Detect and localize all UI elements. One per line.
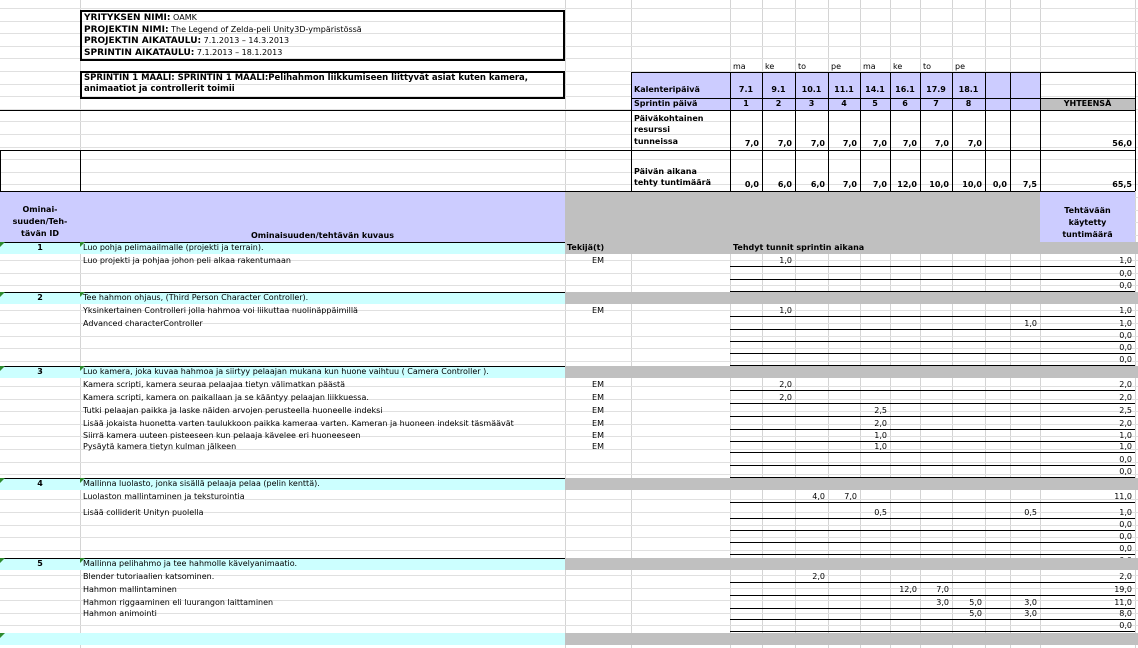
task-maker: EM: [592, 393, 604, 402]
task-total: 0,0: [1119, 269, 1132, 278]
resources-total: 56,0: [1112, 139, 1132, 148]
resource-value: 7,0: [842, 139, 857, 148]
task-border: [730, 266, 1135, 267]
block-border: [860, 72, 861, 191]
feature-title: Luo pohja pelimaailmalle (projekti ja terrain).: [83, 243, 264, 252]
feature-title: Luo kamera, joka kuvaa hahmoa ja siirtyy pelaajan mukana kun huone vaihtuu ( Camera Controller ).: [83, 367, 489, 376]
column-header-bg: [631, 192, 730, 242]
block-border: [1010, 72, 1011, 191]
resource-value: 7,0: [744, 139, 759, 148]
task-total: 1,0: [1119, 256, 1132, 265]
block-border: [730, 72, 731, 191]
task-border: [730, 582, 1135, 583]
weekday-label: pe: [831, 62, 841, 71]
calendar-date: [985, 84, 1010, 95]
task-maker: EM: [592, 442, 604, 451]
task-maker: EM: [592, 380, 604, 389]
grid-line-horizontal: [0, 172, 1138, 173]
task-total: 19,0: [1114, 585, 1132, 594]
task-description: Yksinkertainen Controlleri jolla hahmoa voi liikuttaa nuolinäppäimillä: [83, 306, 358, 315]
task-hours: 2,0: [874, 419, 887, 428]
task-hours: 3,0: [936, 598, 949, 607]
task-hours: 4,0: [812, 492, 825, 501]
done-value: 0,0: [744, 180, 759, 189]
project-info-row: [84, 12, 562, 23]
grid-line-horizontal: [0, 550, 1138, 551]
task-hours: 1,0: [874, 431, 887, 440]
sprint-day: 3: [808, 99, 815, 108]
task-total: 1,0: [1119, 508, 1132, 517]
grid-line-horizontal: [0, 361, 1138, 362]
calendar-date: 11.1: [834, 85, 854, 94]
info-value: 7.1.2013 – 14.3.2013: [201, 36, 290, 45]
task-description: Siirrä kamera uuteen pisteeseen kun pelaaja kävelee eri huoneeseen: [83, 431, 361, 440]
done-total: 65,5: [1112, 180, 1132, 189]
column-header-bg: [730, 192, 1040, 242]
column-header-bg: [565, 192, 631, 242]
task-total: 0,0: [1119, 532, 1132, 541]
feature-title: Tee hahmon ohjaus, (Third Person Character Controller).: [83, 293, 309, 302]
info-value: The Legend of Zelda-peli Unity3D-ympäristössä: [168, 24, 362, 34]
feature-id: 5: [37, 559, 43, 568]
task-description: Pysäytä kamera tietyn kulman jälkeen: [83, 442, 237, 451]
resources-label: resurssi: [634, 125, 671, 134]
grid-line-horizontal: [0, 625, 1138, 626]
feature-title: Mallinna pelihahmo ja tee hahmolle kävelyanimaatio.: [83, 559, 298, 568]
task-border: [730, 452, 1135, 453]
sprint-day: 7: [933, 99, 939, 108]
task-description: Tutki pelaajan paikka ja laske näiden arvojen perusteella huoneelle indeksi: [83, 406, 383, 415]
task-total: 2,0: [1119, 380, 1132, 389]
resource-value: 7,0: [934, 139, 949, 148]
sprint-day: 4: [841, 99, 847, 108]
task-total: 0,0: [1119, 455, 1132, 464]
done-value: 6,0: [810, 180, 825, 189]
project-info-row: [84, 24, 562, 35]
done-label: Päivän aikana: [634, 167, 697, 176]
task-description: Kamera scripti, kamera on paikallaan ja se kääntyy pelaajan liikkuessa.: [83, 393, 369, 402]
col-header-total: tuntimäärä: [1062, 230, 1113, 239]
task-description: Luolaston mallintaminen ja teksturointia: [83, 492, 245, 501]
calendar-date: 14.1: [865, 85, 885, 94]
total-header: YHTEENSÄ: [1063, 99, 1112, 108]
col-header-description: Ominaisuuden/tehtävän kuvaus: [251, 231, 394, 240]
task-total: 0,0: [1119, 467, 1132, 476]
task-total: 0,0: [1119, 520, 1132, 529]
weekday-label: to: [798, 62, 807, 71]
task-total: 11,0: [1114, 492, 1132, 501]
info-label: SPRINTIN AIKATAULU:: [84, 47, 195, 58]
sprint-day: 6: [902, 99, 908, 108]
task-total: 1,0: [1119, 431, 1132, 440]
task-hours: 0,5: [1024, 508, 1037, 517]
block-border: [631, 98, 1135, 99]
grid-line-horizontal: [0, 462, 1138, 463]
calendar-date: [1010, 84, 1040, 95]
sprint-day: 1: [743, 99, 749, 108]
task-maker: EM: [592, 406, 604, 415]
col-header-id: tävän ID: [21, 229, 59, 238]
task-description: Hahmon mallintaminen: [83, 585, 177, 594]
task-total: 2,5: [1119, 406, 1132, 415]
grid-line-horizontal: [0, 159, 1138, 160]
block-border: [0, 150, 1135, 151]
col-header-total: Tehtävään: [1064, 206, 1111, 215]
block-border: [0, 110, 1135, 111]
task-description: Hahmon animointi: [83, 609, 157, 618]
task-total: 1,0: [1119, 442, 1132, 451]
grid-line-horizontal: [0, 537, 1138, 538]
task-border: [730, 631, 1135, 632]
task-description: Hahmon riggaaminen eli luurangon laittaminen: [83, 598, 274, 607]
done-value: 7,0: [872, 180, 887, 189]
task-hours: 7,0: [936, 585, 949, 594]
task-description: Lisää jokaista huonetta varten taulukkoon paikka kameraa varten. Kameran ja huoneen indeksit täsmäävät: [83, 419, 514, 428]
sprint-day: 5: [872, 99, 878, 108]
task-hours: 2,5: [874, 406, 887, 415]
task-hours: 3,0: [1024, 609, 1037, 618]
weekday-label: pe: [955, 62, 965, 71]
task-hours: 12,0: [899, 585, 917, 594]
task-hours: 2,0: [779, 393, 792, 402]
feature-id: 4: [37, 479, 43, 488]
block-border: [828, 72, 829, 191]
maker-header: Tekijä(t): [567, 243, 605, 252]
task-maker: EM: [592, 256, 604, 265]
task-border: [730, 416, 1135, 417]
task-description: Blender tutoriaalien katsominen.: [83, 572, 215, 581]
sprint-day-label: Sprintin päivä: [634, 99, 698, 108]
done-value: 0,0: [992, 180, 1007, 189]
task-maker: EM: [592, 419, 604, 428]
task-total: 11,0: [1114, 598, 1132, 607]
task-total: 0,0: [1119, 621, 1132, 630]
sprint-day: [985, 98, 1010, 110]
grid-line-horizontal: [0, 273, 1138, 274]
task-total: 8,0: [1119, 609, 1132, 618]
task-hours: 1,0: [779, 306, 792, 315]
done-value: 10,0: [962, 180, 982, 189]
feature-row-gray: [565, 633, 1138, 645]
comment-marker-icon: [0, 633, 5, 638]
sprint-day: 8: [965, 99, 972, 108]
block-border: [762, 72, 763, 191]
info-label: YRITYKSEN NIMI:: [84, 13, 171, 23]
block-border: [1040, 72, 1041, 191]
calendar-date: 17.9: [926, 85, 946, 94]
resource-value: [1010, 138, 1037, 149]
weekday-label: to: [923, 62, 932, 71]
grid-line-horizontal: [0, 348, 1138, 349]
feature-row-gray: [565, 292, 1138, 304]
task-hours: 3,0: [1024, 598, 1037, 607]
done-value: 7,0: [842, 180, 857, 189]
weekday-label: ke: [893, 62, 903, 71]
calendar-date: 16.1: [895, 85, 915, 94]
block-border: [795, 72, 796, 191]
feature-id: 3: [37, 367, 43, 376]
done-value: 6,0: [777, 180, 792, 189]
grid-line-horizontal: [0, 525, 1138, 526]
task-total: 0,0: [1119, 544, 1132, 553]
task-hours: 2,0: [779, 380, 792, 389]
grid-line-horizontal: [0, 336, 1138, 337]
task-hours: 1,0: [1024, 319, 1037, 328]
task-hours: 1,0: [874, 442, 887, 451]
weekday-label: ma: [733, 62, 746, 71]
grid-line-horizontal: [0, 285, 1138, 286]
project-info-row: [84, 47, 562, 58]
task-hours: 2,0: [812, 572, 825, 581]
info-label: PROJEKTIN NIMI:: [84, 24, 169, 35]
task-hours: 7,0: [844, 492, 857, 501]
resource-value: 7,0: [777, 139, 792, 148]
task-hours: 5,0: [969, 609, 982, 618]
info-value: 7.1.2013 – 18.1.2013: [194, 47, 283, 57]
task-total: 0,0: [1119, 281, 1132, 290]
done-value: 10,0: [929, 180, 949, 189]
task-border: [730, 390, 1135, 391]
task-description: Advanced characterController: [83, 319, 203, 328]
task-hours: 1,0: [779, 256, 792, 265]
resources-label: tunneissa: [634, 137, 678, 146]
resource-value: 7,0: [967, 139, 982, 148]
task-hours: 0,5: [874, 508, 887, 517]
resources-label: Päiväkohtainen: [634, 114, 704, 123]
task-total: 2,0: [1119, 572, 1132, 581]
grid-line-horizontal: [0, 8, 1138, 9]
feature-row-bg: [0, 633, 565, 645]
calendar-date: 7.1: [738, 85, 754, 94]
col-header-total: käytetty: [1068, 218, 1107, 227]
task-border: [730, 502, 1135, 503]
done-label: tehty tuntimäärä: [634, 178, 712, 187]
task-maker: EM: [592, 431, 604, 440]
task-description: Kamera scripti, kamera seuraa pelaajaa tietyn välimatkan päästä: [83, 380, 346, 389]
block-border: [890, 72, 891, 191]
task-border: [730, 316, 1135, 317]
hours-header: Tehdyt tunnit sprintin aikana: [733, 243, 865, 252]
info-label: PROJEKTIN AIKATAULU:: [84, 36, 202, 46]
feature-id: 2: [37, 293, 43, 302]
col-header-id: suuden/Teh-: [12, 217, 68, 226]
resource-value: 7,0: [872, 139, 887, 148]
done-value: 12,0: [897, 180, 917, 189]
block-border: [952, 72, 953, 191]
calendar-date: 9.1: [771, 85, 786, 94]
resource-value: [985, 138, 1007, 149]
grid-line-horizontal: [0, 121, 1138, 122]
calendar-date: 18.1: [958, 85, 979, 94]
block-border: [985, 72, 986, 191]
block-border: [920, 72, 921, 191]
task-border: [730, 595, 1135, 596]
sprint-day: [1010, 98, 1040, 110]
feature-title: Mallinna luolasto, jonka sisällä pelaaja pelaa (pelin kenttä).: [83, 479, 320, 488]
done-value: 7,5: [1022, 180, 1037, 189]
task-border: [730, 403, 1135, 404]
task-total: 0,0: [1119, 355, 1132, 364]
feature-id: 1: [37, 243, 43, 252]
info-value: OAMK: [170, 13, 197, 22]
task-total: 1,0: [1119, 319, 1132, 328]
resource-value: 7,0: [902, 139, 917, 148]
sprint-goal-text: SPRINTIN 1 MAALI: SPRINTIN 1 MAALI:Pelihahmon liikkumiseen liittyvät asiat kuten kamera, animaatiot ja controllerit toimii: [84, 73, 529, 94]
task-total: 0,0: [1119, 343, 1132, 352]
feature-row-gray: [565, 478, 1138, 490]
task-total: 2,0: [1119, 419, 1132, 428]
task-description: Lisää colliderit Unityn puolella: [83, 508, 204, 517]
grid-line-horizontal: [0, 474, 1138, 475]
weekday-label: ke: [765, 62, 775, 71]
block-border: [631, 72, 1135, 73]
feature-row-gray: [565, 366, 1138, 378]
task-maker: EM: [592, 306, 604, 315]
block-border: [80, 150, 81, 191]
calendar-date: 10.1: [801, 85, 822, 94]
col-header-id: Ominai-: [22, 205, 58, 214]
grid-line-horizontal: [0, 134, 1138, 135]
resource-value: 7,0: [810, 139, 825, 148]
block-border: [1135, 72, 1136, 191]
project-info-row: [84, 35, 562, 46]
sprint-day: 2: [775, 99, 782, 108]
task-total: 0,0: [1119, 331, 1132, 340]
weekday-label: ma: [863, 62, 876, 71]
task-total: 2,0: [1119, 393, 1132, 402]
block-border: [0, 150, 1, 191]
block-border: [631, 72, 632, 191]
calendar-label: Kalenteripäivä: [634, 85, 700, 94]
task-total: 1,0: [1119, 306, 1132, 315]
feature-row-gray: [565, 558, 1138, 570]
task-description: Luo projekti ja pohjaa johon peli alkaa rakentumaan: [83, 256, 291, 265]
task-hours: 5,0: [969, 598, 982, 607]
